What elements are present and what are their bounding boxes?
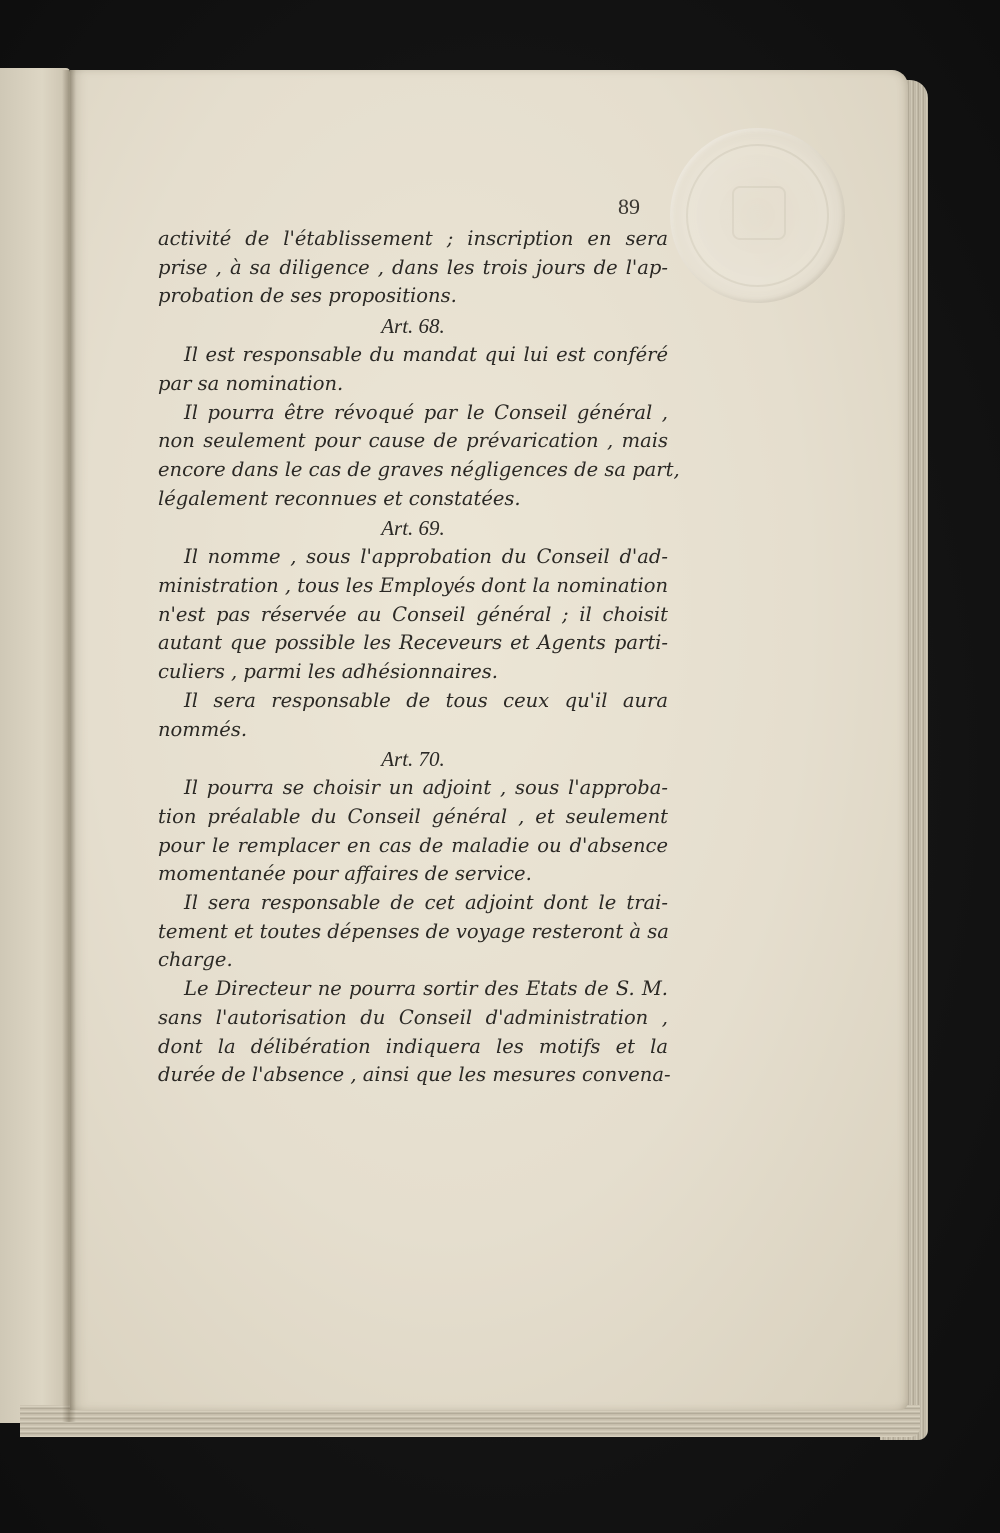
text-line: charge. xyxy=(158,948,233,972)
text-line: Il nomme , sous l'approbation du Conseil d'ad- xyxy=(184,545,668,569)
facing-page-edge xyxy=(0,68,70,1423)
text-line: Il est responsable du mandat qui lui est conféré xyxy=(184,343,668,367)
text-line: Il sera responsable de tous ceux qu'il aura xyxy=(184,688,668,712)
text-line: Il pourra être révoqué par le Conseil général , xyxy=(184,400,668,424)
text-line: nommés. xyxy=(158,717,248,741)
text-line: par sa nomination. xyxy=(158,371,344,395)
article-heading: Art. 68. xyxy=(381,314,445,339)
text-line: momentanée pour affaires de service. xyxy=(158,862,532,886)
text-line: tement et toutes dépenses de voyage resteront à sa xyxy=(158,919,669,943)
text-line: autant que possible les Receveurs et Agents parti- xyxy=(158,631,668,655)
page-number: 89 xyxy=(618,194,640,219)
text-line: pour le remplacer en cas de maladie ou d'absence xyxy=(158,833,668,857)
text-line: dont la délibération indiquera les motifs et la xyxy=(158,1034,668,1058)
paragraph xyxy=(158,399,680,514)
book-gutter xyxy=(62,70,76,1422)
text-line: Il sera responsable de cet adjoint dont le trai- xyxy=(184,891,668,915)
text-line: encore dans le cas de graves négligences de sa part, xyxy=(158,457,680,481)
article-heading: Art. 69. xyxy=(381,516,445,541)
text-line: probation de ses propositions. xyxy=(158,284,457,308)
paragraph xyxy=(158,225,668,311)
paragraph xyxy=(158,774,668,889)
paragraph xyxy=(158,975,671,1090)
paragraph xyxy=(158,889,668,975)
text-line: n'est pas réservée au Conseil général ; il choisit xyxy=(158,602,668,626)
text-line: activité de l'établissement ; inscription en sera xyxy=(158,227,668,250)
paragraph xyxy=(158,543,668,687)
text-line: Le Directeur ne pourra sortir des Etats de S. M. xyxy=(184,977,668,1001)
text-line: culiers , parmi les adhésionnaires. xyxy=(158,660,498,684)
text-line: sans l'autorisation du Conseil d'administration , xyxy=(158,1005,668,1029)
text-line: non seulement pour cause de prévarication , mais xyxy=(158,429,668,453)
text-line: Il pourra se choisir un adjoint , sous l'approba- xyxy=(184,776,668,800)
blind-stamp xyxy=(670,128,845,303)
paragraph xyxy=(158,687,668,744)
text-line: légalement reconnues et constatées. xyxy=(158,486,521,510)
paragraph xyxy=(158,341,668,398)
page-text xyxy=(158,225,680,1090)
article-heading: Art. 70. xyxy=(381,747,445,772)
text-line: prise , à sa diligence , dans les trois jours de l'ap- xyxy=(158,255,668,279)
text-line: ministration , tous les Employés dont la nomination xyxy=(158,574,669,598)
text-line: tion préalable du Conseil général , et seulement xyxy=(158,804,668,828)
text-line: durée de l'absence , ainsi que les mesures convena- xyxy=(158,1063,671,1087)
